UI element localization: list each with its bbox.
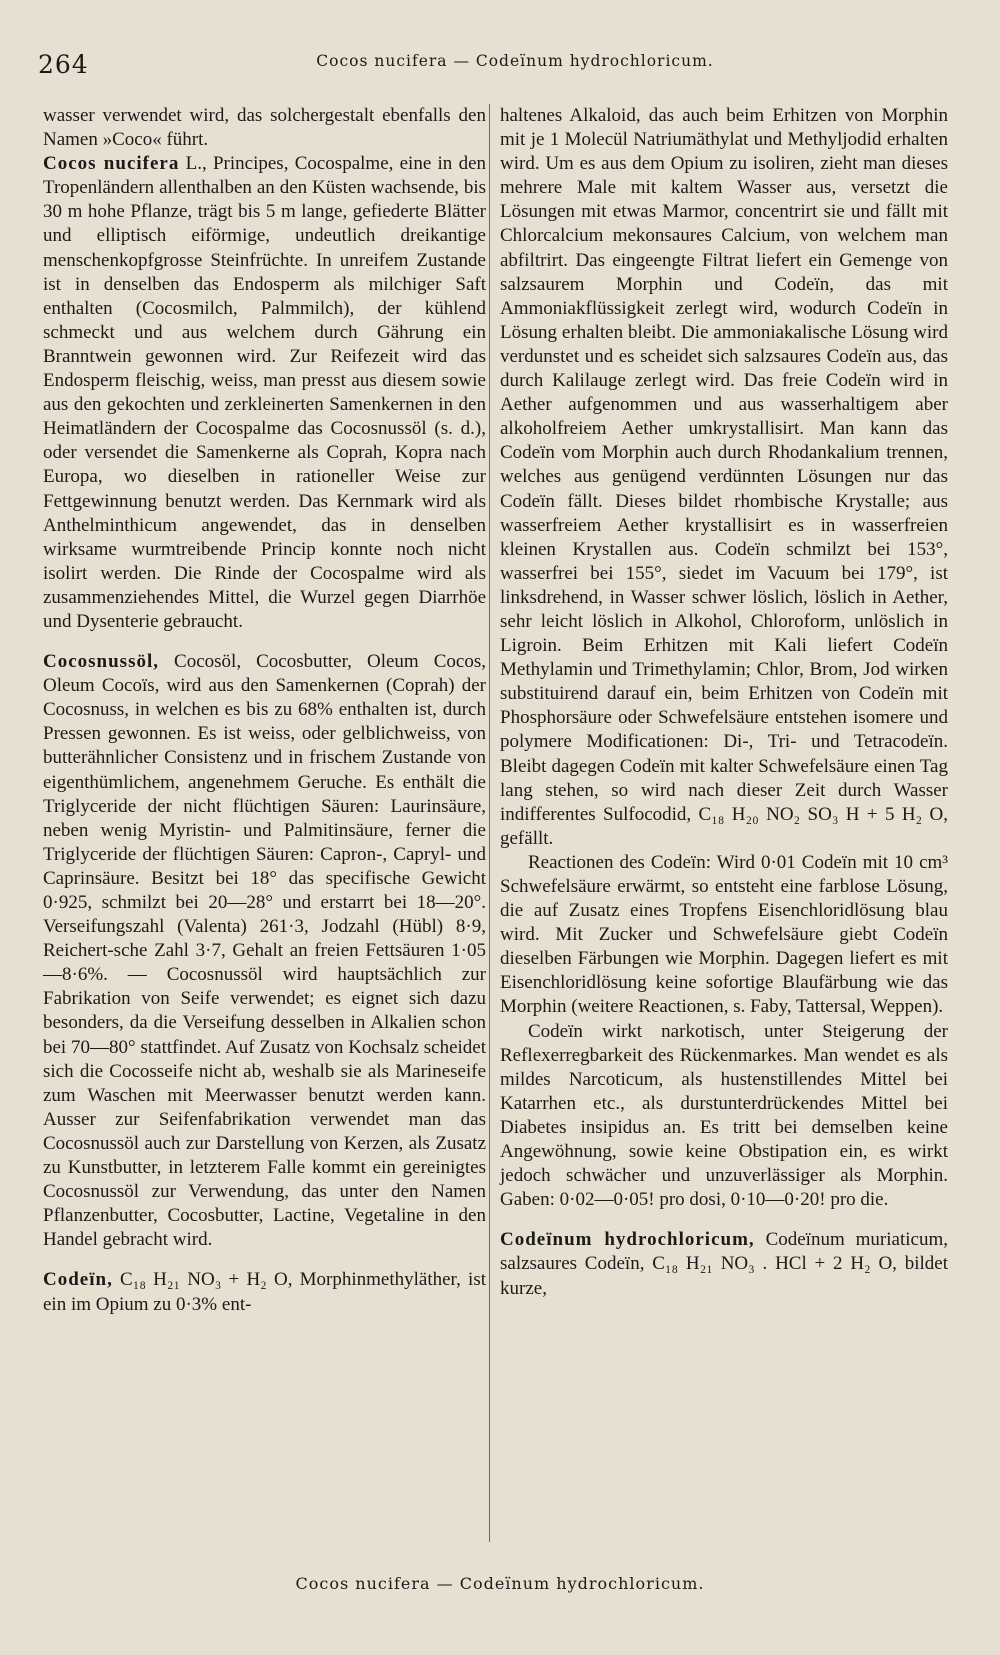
entry-cocosnussoel [43,650,486,1252]
footer-title: Cocos nucifera — Codeïnum hydrochloricum. [295,1574,705,1593]
entry-text: Codeïnum muriaticum, salzsaures Codeïn, C₁₈ H₂₁ NO₃ . HCl + 2 H₂ O, bildet kurze, [500,1229,948,1299]
running-title: Cocos nucifera — Codeïnum hydrochloricum. [316,52,714,70]
headword: Codeïn, [43,1269,113,1291]
page-number: 264 [38,50,89,79]
right-column [500,104,948,1301]
continuation-paragraph: wasser verwendet wird, das solchergestalt ebenfalls den Namen »Coco« führt. [43,105,486,151]
entry-codein [43,1268,486,1316]
headword: Codeïnum hydrochloricum, [500,1229,755,1251]
headword: Cocosnussöl, [43,651,159,673]
continuation-paragraph: haltenes Alkaloid, das auch beim Erhitzen von Morphin mit je 1 Molecül Natriumäthylat und Methyljodid erhalten wird. Um es aus dem Opium zu isoliren, zieht man dieses mehrere Male mit kaltem Wasser aus, versetzt die Lösungen mit etwas Marmor, concentrirt sie und fällt mit Chlorcalcium mekonsaures Calcium, von welchem man abfiltrirt. Das eingeengte Filtrat liefert ein Gemenge von salzsaurem Morphin und Codeïn, das mit Ammoniakflüssigkeit zerlegt wird, wodurch Codeïn in Lösung erhalten bleibt. Die ammoniakalische Lösung wird verdunstet und es scheidet sich salzsaures Codeïn aus, das durch Kalilauge zerlegt wird. Das freie Codeïn wird in Aether aufgenommen und aus wasserhaltigem aber alkoholfreiem Aether umkrystallisirt. Man kann das Codeïn vom Morphin auch durch Rhodankalium trennen, welches aus genügend verdünnten Lösungen nur das Codeïn fällt. Dieses bildet rhombische Krystalle; aus wasserfreiem Aether krystallisirt es in wasserfreien kleinen Krystallen aus. Codeïn schmilzt bei 153°, wasserfrei bei 155°, siedet im Vacuum bei 179°, ist linksdrehend, in Wasser schwer löslich, löslich in Aether, sehr leicht löslich in Alkohol, Chloroform, unlöslich in Ligroin. Beim Erhitzen mit Kali liefert Codeïn Methylamin und Trimethylamin; Chlor, Brom, Jod wirken substituirend darauf ein, beim Erhitzen von Codeïn mit Phosphorsäure oder Schwefelsäure entstehen isomere und polymere Modificationen: Di-, Tri- und Tetracodeïn. Bleibt dagegen Codeïn mit kalter Schwefelsäure einen Tag lang stehen, so wird nach dieser Zeit durch Wasser indifferentes Sulfocodid, C₁₈ H₂₀ NO₂ SO₃ H + 5 H₂ O, gefällt. [500,105,948,849]
entry-text: L., Principes, Cocospalme, eine in den Tropenländern allenthalben an den Küsten wachsende, bis 30 m hohe Pflanze, trägt bis 5 m lange, gefiederte Blätter und elliptisch eiförmige, undeutlich dreikantige menschenkopfgrosse Steinfrüchte. In unreifem Zustande ist in denselben das Endosperm als milchiger Saft enthalten (Cocosmilch, Palmmilch), der kühlend schmeckt und aus welchem durch Gährung ein Branntwein gewonnen wird. Zur Reifezeit wird das Endosperm fleischig, weiss, man presst aus diesem sowie aus den gekochten und zerkleinerten Samenkernen in den Heimatländern der Cocospalme das Cocosnussöl (s. d.), oder versendet die Samenkerne als Coprah, Kopra nach Europa, wo dieselben in rationeller Weise zur Fettgewinnung benutzt werden. Das Kernmark wird als Anthelminthicum angewendet, das in denselben wirksame wurmtreibende Princip konnte noch nicht isolirt werden. Die Rinde der Cocospalme wird als zusammenziehendes Mittel, die Wurzel gegen Diarrhöe und Dysenterie gebraucht. [43,153,486,632]
column-divider [489,104,490,1542]
entry-text: C₁₈ H₂₁ NO₃ + H₂ O, Morphinmethyläther, ist ein im Opium zu 0·3% ent- [43,1269,486,1315]
entry-codeinum-hydrochloricum [500,1228,948,1300]
left-column [43,104,486,1317]
effects-paragraph: Codeïn wirkt narkotisch, unter Steigerung der Reflexerregbarkeit des Rückenmarkes. Man wendet es als mildes Narcoticum, als hustenstillendes Mittel bei Katarrhen etc., als durstunterdrückendes Mittel bei Diabetes insipidus an. Es tritt bei demselben keine Angewöhnung, sowie keine Obstipation ein, es wirkt jedoch schwächer und unzuverlässiger als Morphin. Gaben: 0·02—0·05! pro dosi, 0·10—0·20! pro die. [500,1020,948,1211]
headword: Cocos nucifera [43,153,180,175]
entry-text: Cocosöl, Cocosbutter, Oleum Cocos, Oleum Cocoïs, wird aus den Samenkernen (Coprah) der Cocosnuss, in welchen es bis zu 68% enthalten ist, durch Pressen gewonnen. Es ist weiss, oder gelblichweiss, von butterähnlicher Consistenz und in frischem Zustande von eigenthümlichem, angenehmem Geruche. Es enthält die Triglyceride der nicht flüchtigen Säuren: Laurinsäure, neben wenig Myristin- und Palmitinsäure, ferner die Triglyceride der flüchtigen Säuren: Capron-, Capryl- und Caprinsäure. Besitzt bei 18° das specifische Gewicht 0·925, schmilzt bei 20—28° und erstarrt bei 18—20°. Verseifungszahl (Valenta) 261·3, Jodzahl (Hübl) 8·9, Reichert-sche Zahl 3·7, Gehalt an freien Fettsäuren 1·05—8·6%. — Cocosnussöl wird hauptsächlich zur Fabrikation von Seife verwendet; es eignet sich dazu besonders, da die Verseifung desselben in Alkalien schon bei 70—80° stattfindet. Auf Zusatz von Kochsalz scheidet sich die Cocosseife nicht ab, weshalb sie als Marineseife zum Waschen mit Meerwasser benutzt werden kann. Ausser zur Seifenfabrikation verwendet man das Cocosnussöl auch zur Darstellung von Kerzen, als Zusatz zu Kunstbutter, in letzterem Falle kommt ein gereinigtes Cocosnussöl zur Verwendung, das unter den Namen Pflanzenbutter, Cocosbutter, Lactine, Vegetaline in den Handel gebracht wird. [43,651,486,1251]
reactions-paragraph: Reactionen des Codeïn: Wird 0·01 Codeïn mit 10 cm³ Schwefelsäure erwärmt, so entsteht eine farblose Lösung, die auf Zusatz eines Tropfens Eisenchloridlösung blau wird. Mit Zucker und Schwefelsäure giebt Codeïn dieselben Färbungen wie Morphin. Dagegen liefert es mit Eisenchloridlösung keine sofortige Blaufärbung wie das Morphin (weitere Reactionen, s. Faby, Tattersal, Weppen). [500,851,948,1018]
entry-cocos-nucifera [43,152,486,634]
